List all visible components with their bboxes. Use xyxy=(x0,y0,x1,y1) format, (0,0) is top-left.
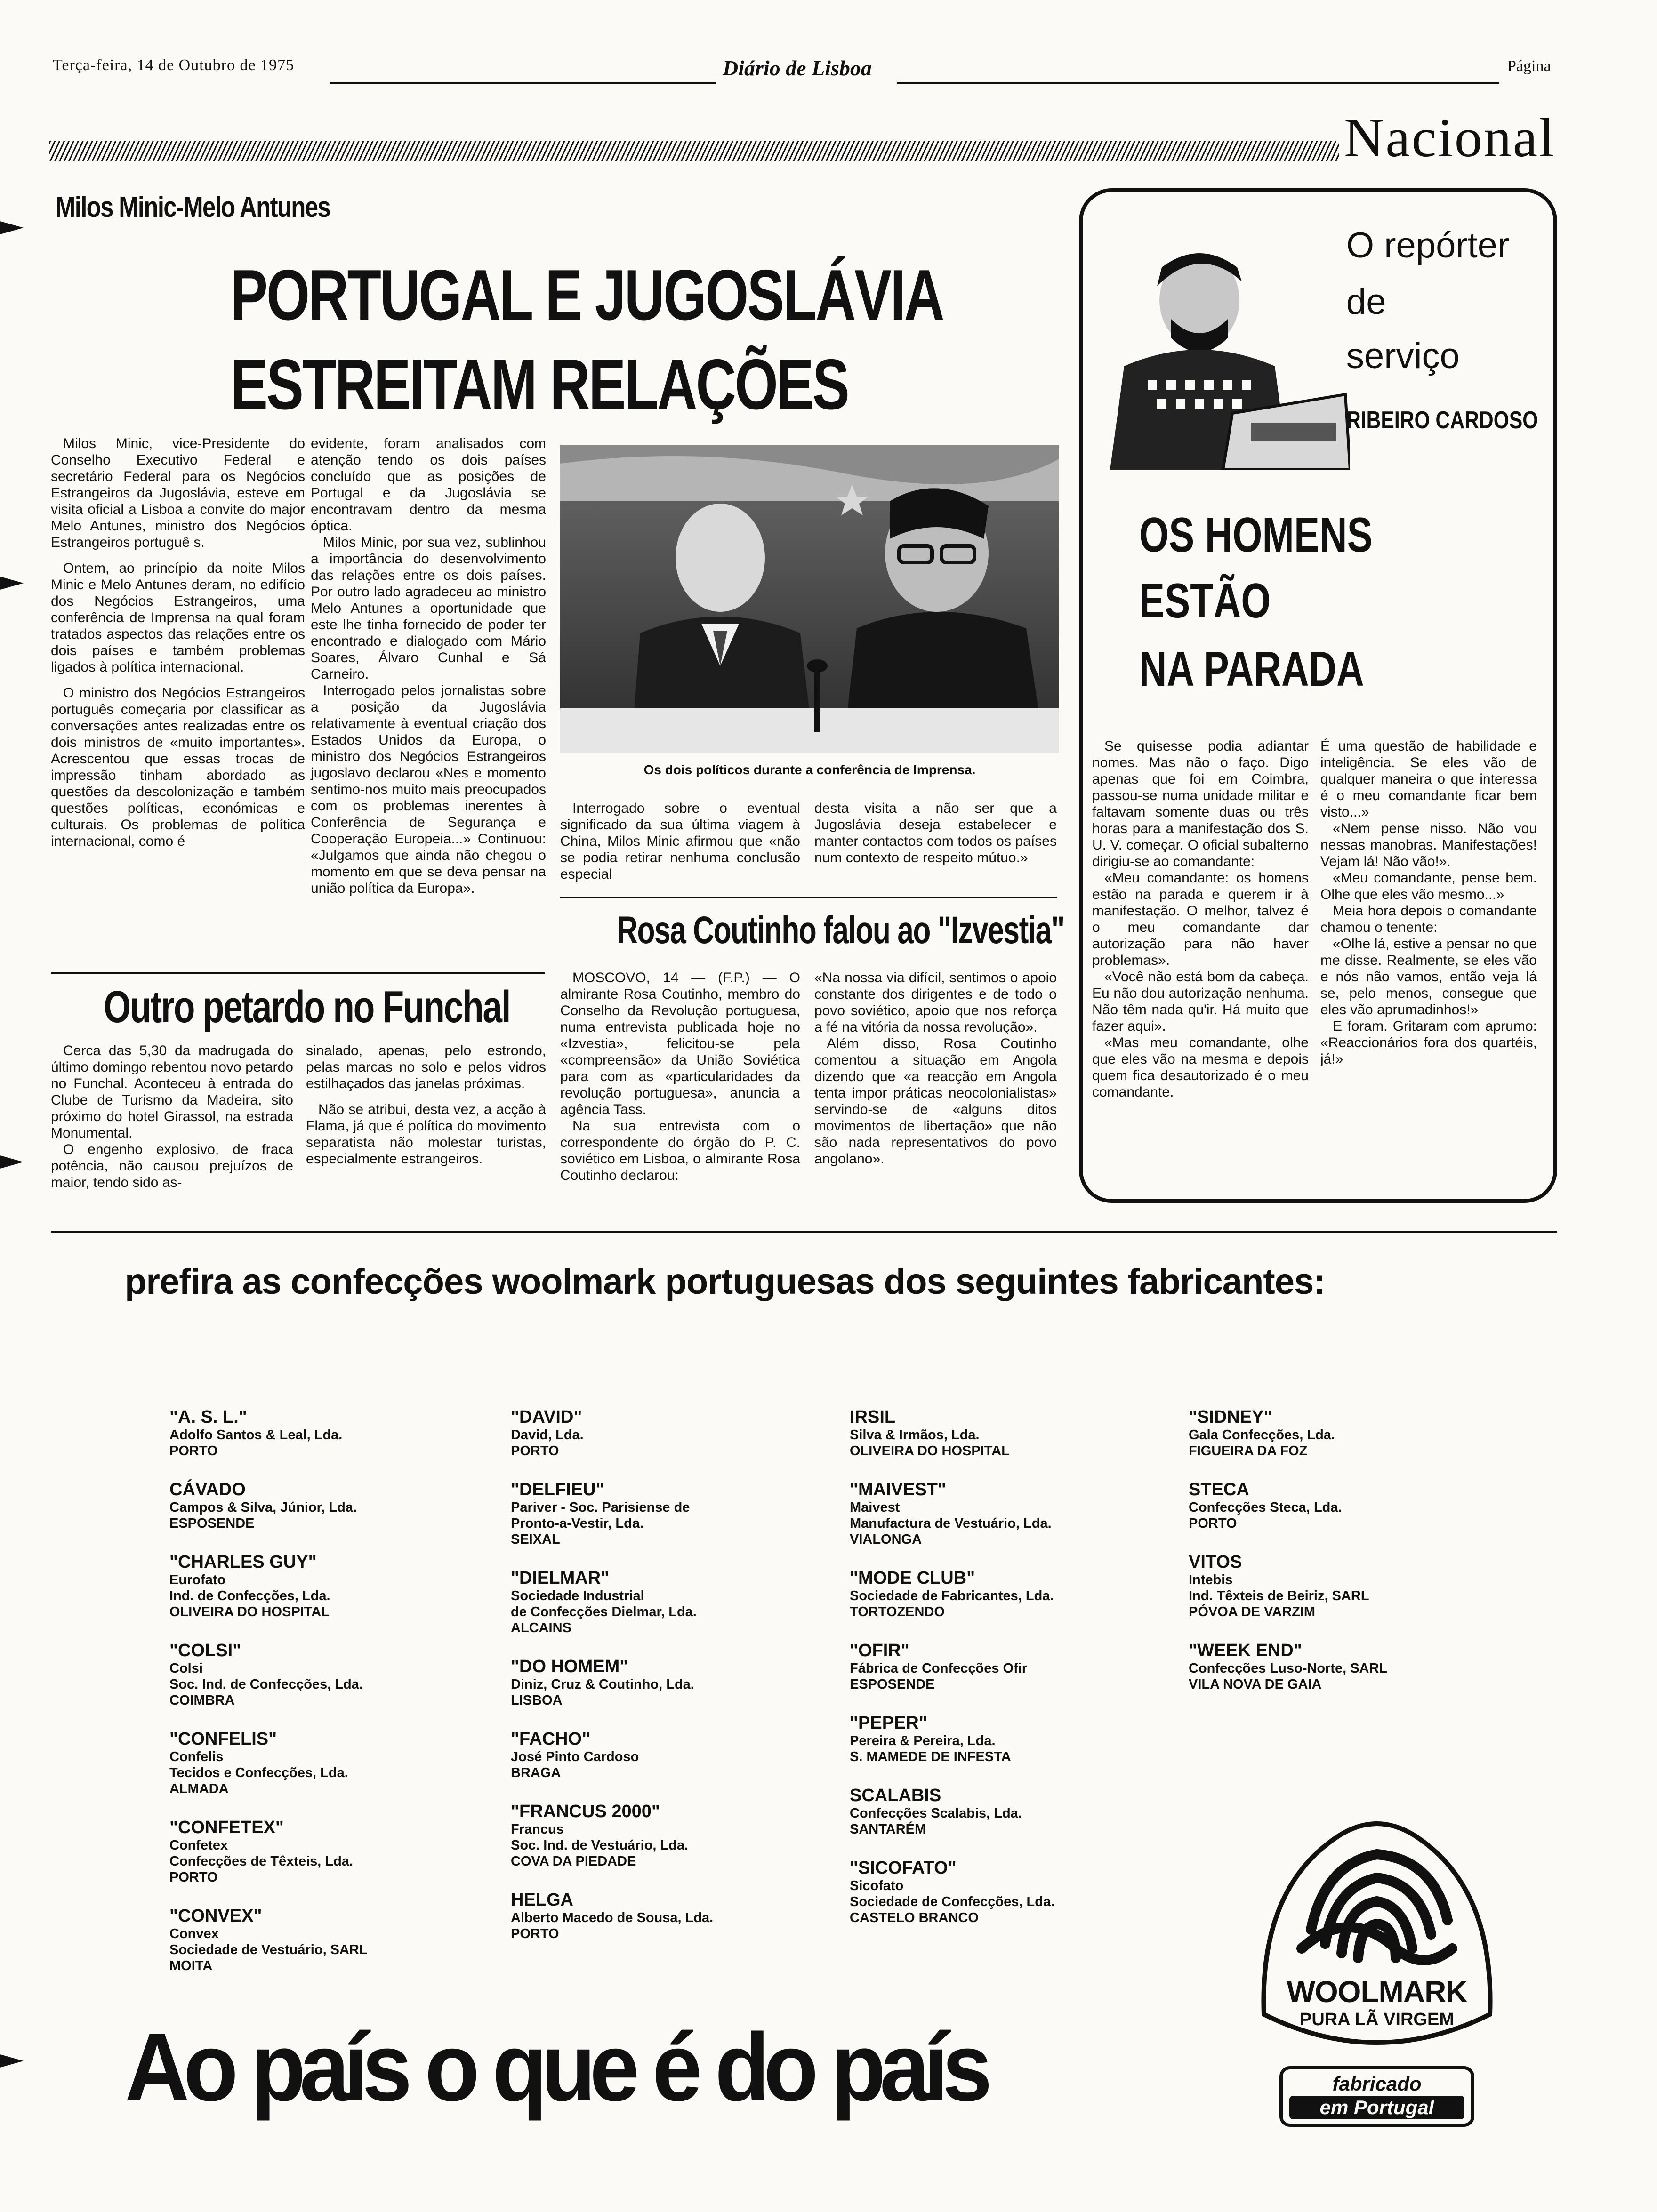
manufacturer-entry xyxy=(169,1729,527,1797)
lead-article-column-4 xyxy=(814,800,1057,866)
manufacturer-name: IRSIL xyxy=(850,1407,896,1427)
photo-illustration xyxy=(560,445,1059,753)
manufacturer-line: SANTARÉM xyxy=(850,1822,926,1837)
newspaper-name: Diário de Lisboa xyxy=(723,56,872,80)
manufacturer-name: HELGA xyxy=(511,1890,573,1910)
manufacturer-name: STECA xyxy=(1189,1480,1249,1499)
manufacturer-line: Fábrica de Confecções Ofir xyxy=(850,1661,1028,1676)
manufacturer-entry xyxy=(850,1407,1207,1459)
manufacturer-entry xyxy=(511,1729,869,1781)
manufacturer-line: Campos & Silva, Júnior, Lda. xyxy=(169,1500,357,1515)
manufacturer-entry xyxy=(850,1480,1207,1547)
manufacturer-line: FIGUEIRA DA FOZ xyxy=(1189,1443,1308,1459)
photo-caption: Os dois políticos durante a conferência de Imprensa. xyxy=(643,762,976,777)
manufacturer-line: Confecções Luso-Norte, SARL xyxy=(1189,1661,1388,1676)
coutinho-column-1 xyxy=(560,970,800,1184)
paragraph: Além disso, Rosa Coutinho comentou a situação em Angola dizendo que «a reacção em Angola tenta impor práticas neocolonialistas» servindo-se de «alguns ditos movimentos de libertação» que não são nada representativos do povo angolano». xyxy=(814,1036,1057,1167)
manufacturer-entry xyxy=(169,1407,527,1459)
manufacturer-line: Confelis xyxy=(169,1749,224,1764)
manufacturer-entry xyxy=(511,1802,869,1869)
manufacturer-column-3 xyxy=(850,1407,1207,1947)
manufacturer-line: Silva & Irmãos, Lda. xyxy=(850,1427,980,1443)
manufacturer-line: Manufactura de Vestuário, Lda. xyxy=(850,1516,1052,1531)
manufacturer-line: Sociedade de Confecções, Lda. xyxy=(850,1894,1055,1909)
manufacturer-line: ALMADA xyxy=(169,1781,229,1796)
manufacturer-line: Maivest xyxy=(850,1500,900,1515)
manufacturer-line: Sociedade de Fabricantes, Lda. xyxy=(850,1588,1054,1603)
lead-article-column-3 xyxy=(560,800,800,882)
manufacturer-line: COIMBRA xyxy=(169,1693,235,1708)
manufacturer-line: Intebis xyxy=(1189,1572,1233,1587)
manufacturer-name: "SIDNEY" xyxy=(1189,1407,1272,1427)
column-text-2 xyxy=(1320,738,1537,1067)
manufacturer-name: "DO HOMEM" xyxy=(511,1657,628,1676)
manufacturer-name: "FRANCUS 2000" xyxy=(511,1802,660,1821)
paragraph: evidente, foram analisados com atenção tendo os dois países concluído que as posições de Portugal e da Jugoslávia se encontravam dentro da mesma óptica. xyxy=(311,436,546,534)
manufacturer-line: Convex xyxy=(169,1926,219,1941)
manufacturer-line: OLIVEIRA DO HOSPITAL xyxy=(850,1443,1010,1459)
manufacturer-line: Confetex xyxy=(169,1838,228,1853)
paragraph: Interrogado sobre o eventual significado da sua última viagem à China, Milos Minic afirmou que «não se podia retirar nenhuma conclusão especial xyxy=(560,801,800,882)
column-title-line3: serviço xyxy=(1346,336,1460,376)
article-headline-line2: ESTREITAM RELAÇÕES xyxy=(231,345,848,425)
manufacturer-entry xyxy=(850,1641,1207,1692)
section-title: Nacional xyxy=(1344,107,1556,168)
coutinho-headline: Rosa Coutinho falou ao "Izvestia" xyxy=(617,909,1064,952)
manufacturer-line: Alberto Macedo de Sousa, Lda. xyxy=(511,1910,714,1925)
manufacturer-column-1 xyxy=(169,1407,527,1995)
column-text-1 xyxy=(1092,738,1309,1100)
column-title-line2: de xyxy=(1346,282,1386,322)
paragraph: «Nem pense nisso. Não vou nessas manobras. Manifestações! Vejam lá! Não vão!». xyxy=(1320,821,1537,869)
column-headline-line2: ESTÃO xyxy=(1139,574,1271,628)
manufacturer-entry xyxy=(1189,1552,1546,1620)
paragraph: O ministro dos Negócios Estrangeiros português começaria por classificar as conversações antes realizadas entre os dois ministros de «muito importantes». Acrescentou que essas trocas de impressão tinham abordado as questões da descolonização e também questões políticas, económicas e culturais. Os problemas de política internacional, como é xyxy=(51,685,305,849)
manufacturer-entry xyxy=(169,1480,527,1531)
manufacturer-name: CÁVADO xyxy=(169,1480,246,1499)
manufacturer-name: "CONFETEX" xyxy=(169,1818,284,1837)
manufacturer-name: "DAVID" xyxy=(511,1407,582,1427)
ad-header: prefira as confecções woolmark portuguesas dos seguintes fabricantes: xyxy=(125,1262,1325,1302)
manufacturer-entry xyxy=(169,1906,527,1974)
funchal-top-rule xyxy=(51,972,545,974)
badge-line1: fabricado xyxy=(1332,2073,1422,2095)
paragraph: Na sua entrevista com o correspondente do órgão do P. C. soviético em Lisboa, o almirante Rosa Coutinho declarou: xyxy=(560,1118,800,1183)
manufacturer-name: VITOS xyxy=(1189,1552,1242,1572)
paragraph: Ontem, ao princípio da noite Milos Minic e Melo Antunes deram, no edifício dos Negócios Estrangeiros, uma conferência de Imprensa na qual foram tratados aspectos das relações entre os dois países e também problemas ligados à política internacional. xyxy=(51,561,305,675)
paragraph: Não se atribui, desta vez, a acção à Flama, já que é política do movimento separatista não molestar turistas, especialmente estrangeiros. xyxy=(306,1102,546,1167)
manufacturer-name: "CONVEX" xyxy=(169,1906,262,1926)
article-headline-line1: PORTUGAL E JUGOSLÁVIA xyxy=(231,255,943,335)
coutinho-top-rule xyxy=(560,897,1057,898)
manufacturer-name: "SICOFATO" xyxy=(850,1858,957,1878)
manufacturer-line: OLIVEIRA DO HOSPITAL xyxy=(169,1604,330,1619)
paragraph: «Mas meu comandante, olhe que eles vão na mesma e depois quem fica desautorizado é o meu comandante. xyxy=(1092,1035,1309,1100)
manufacturer-line: de Confecções Dielmar, Lda. xyxy=(511,1604,697,1619)
paragraph: E foram. Gritaram com aprumo: «Reaccionários fora dos quartéis, já!» xyxy=(1320,1018,1537,1067)
paragraph: Se quisesse podia adiantar nomes. Mas não o faço. Digo apenas que foi em Coimbra, passou-se numa unidade militar e faltavam somente duas ou três horas para a manifestação dos S. U. V. começar. O oficial subalterno dirigiu-se ao comandante: xyxy=(1092,738,1309,869)
manufacturer-line: Soc. Ind. de Confecções, Lda. xyxy=(169,1677,363,1692)
manufacturer-line: CASTELO BRANCO xyxy=(850,1910,979,1925)
manufacturer-line: Gala Confecções, Lda. xyxy=(1189,1427,1335,1443)
manufacturer-name: "PEPER" xyxy=(850,1713,927,1733)
reporter-column-box xyxy=(1079,188,1557,1203)
binding-mark xyxy=(0,1155,24,1169)
paragraph: Milos Minic, por sua vez, sublinhou a importância do desenvolvimento das relações entre os dois países. Por outro lado agradeceu ao ministro Melo Antunes a oportunidade que este lhe tinha fornecido de poder ter encontrado e dialogado com Mário Soares, Álvaro Cunhal e Sá Carneiro. xyxy=(311,535,546,682)
manufacturer-column-2 xyxy=(511,1407,869,1963)
manufacturer-name: "COLSI" xyxy=(169,1641,241,1660)
manufacturer-line: PORTO xyxy=(169,1870,218,1885)
manufacturer-column-4 xyxy=(1189,1407,1546,1713)
manufacturer-entry xyxy=(1189,1407,1546,1459)
manufacturer-name: "DELFIEU" xyxy=(511,1480,604,1499)
manufacturer-entry xyxy=(169,1641,527,1708)
manufacturer-line: Adolfo Santos & Leal, Lda. xyxy=(169,1427,343,1443)
manufacturer-line: S. MAMEDE DE INFESTA xyxy=(850,1749,1011,1764)
manufacturer-line: Soc. Ind. de Vestuário, Lda. xyxy=(511,1838,689,1853)
woolmark-logo-subtitle: PURA LÃ VIRGEM xyxy=(1300,2010,1454,2029)
funchal-headline: Outro petardo no Funchal xyxy=(104,982,510,1032)
manufacturer-line: Confecções de Têxteis, Lda. xyxy=(169,1854,354,1869)
manufacturer-line: ESPOSENDE xyxy=(850,1677,935,1692)
column-headline-line1: OS HOMENS xyxy=(1139,508,1373,562)
manufacturer-line: PORTO xyxy=(1189,1516,1237,1531)
funchal-column-1 xyxy=(51,1042,293,1191)
manufacturer-line: Tecidos e Confecções, Lda. xyxy=(169,1765,348,1780)
manufacturer-entry xyxy=(511,1480,869,1547)
column-title-line1: O repórter xyxy=(1346,225,1510,265)
manufacturer-line: BRAGA xyxy=(511,1765,561,1780)
binding-mark xyxy=(0,577,24,590)
masthead-rule-right xyxy=(897,82,1499,84)
manufacturer-line: Ind. Têxteis de Beiriz, SARL xyxy=(1189,1588,1369,1603)
paragraph: desta visita a não ser que a Jugoslávia deseja estabelecer e manter contactos com todos os países num contexto de respeito mútuo.» xyxy=(814,801,1057,866)
manufacturer-name: "CHARLES GUY" xyxy=(169,1552,317,1572)
column-author: RIBEIRO CARDOSO xyxy=(1346,407,1538,434)
paragraph: Meia hora depois o comandante chamou o tenente: xyxy=(1320,903,1537,935)
reporter-photo xyxy=(1091,225,1350,470)
manufacturer-line: PORTO xyxy=(169,1443,218,1459)
manufacturer-line: COVA DA PIEDADE xyxy=(511,1854,636,1869)
manufacturer-line: Sociedade Industrial xyxy=(511,1588,644,1603)
manufacturer-line: Diniz, Cruz & Coutinho, Lda. xyxy=(511,1677,694,1692)
paragraph: «Você não está bom da cabeça. Eu não dou autorização nenhuma. Não têm nada qu'ir. Há muito que fazer aqui». xyxy=(1092,969,1309,1034)
woolmark-logo-name: WOOLMARK xyxy=(1287,1975,1467,2009)
column-headline-line3: NA PARADA xyxy=(1139,642,1364,697)
manufacturer-line: Pronto-a-Vestir, Lda. xyxy=(511,1516,643,1531)
manufacturer-line: LISBOA xyxy=(511,1693,563,1708)
manufacturer-entry xyxy=(850,1786,1207,1837)
manufacturer-name: SCALABIS xyxy=(850,1786,941,1805)
manufacturer-entry xyxy=(169,1552,527,1620)
badge-line2: em Portugal xyxy=(1289,2096,1464,2119)
manufacturer-entry xyxy=(511,1657,869,1708)
manufacturer-entry xyxy=(169,1818,527,1885)
manufacturer-line: Sicofato xyxy=(850,1878,904,1893)
manufacturer-line: Eurofato xyxy=(169,1572,226,1587)
manufacturer-name: "DIELMAR" xyxy=(511,1568,610,1588)
manufacturer-name: "WEEK END" xyxy=(1189,1641,1302,1660)
reporter-illustration xyxy=(1091,225,1350,470)
binding-mark xyxy=(0,221,24,234)
manufacturer-name: "CONFELIS" xyxy=(169,1729,277,1749)
manufacturer-entry xyxy=(511,1407,869,1459)
manufacturer-entry xyxy=(850,1713,1207,1765)
manufacturer-entry xyxy=(1189,1480,1546,1531)
manufacturer-line: Pereira & Pereira, Lda. xyxy=(850,1733,996,1748)
paragraph: «Na nossa via difícil, sentimos o apoio constante dos dirigentes e de todo o povo soviético, apoio que nos reforça a fé na vitória da nossa revolução». xyxy=(814,970,1057,1035)
funchal-column-2 xyxy=(306,1042,546,1167)
lead-article-column-2 xyxy=(311,435,546,897)
manufacturer-name: "FACHO" xyxy=(511,1729,591,1749)
paragraph: MOSCOVO, 14 — (F.P.) — O almirante Rosa Coutinho, membro do Conselho da Revolução portuguesa, numa entrevista publicada hoje no «Izvestia», felicitou-se pela «compreensão» da União Soviética para com as «particularidades da revolução portuguesa», anuncia a agência Tass. xyxy=(560,970,800,1117)
manufacturer-line: VIALONGA xyxy=(850,1532,922,1547)
binding-mark xyxy=(0,2054,24,2068)
paragraph: «Meu comandante, pense bem. Olhe que eles vão mesmo...» xyxy=(1320,870,1537,902)
coutinho-column-2 xyxy=(814,970,1057,1167)
manufacturer-line: TORTOZENDO xyxy=(850,1604,945,1619)
woolmark-logo xyxy=(1255,1807,1499,2052)
paragraph: Cerca das 5,30 da madrugada do último domingo rebentou novo petardo no Funchal. Aconteceu à entrada do Clube de Turismo da Madeira, sito próximo do hotel Girassol, na estrada Monumental. xyxy=(51,1043,293,1141)
paragraph: Interrogado pelos jornalistas sobre a posição da Jugoslávia relativamente à eventual criação dos Estados Unidos da Europa, o ministro dos Negócios Estrangeiros jugoslavo declarou «Nes e momento sentimo-nos muito mais preocupados com os problemas inerentes à Conferência de Segurança e Cooperação Europeia...» Continuou: «Julgamos que ainda não chegou o momento em que se deva pensar na união política da Europa». xyxy=(311,683,546,896)
manufacturer-line: José Pinto Cardoso xyxy=(511,1749,639,1764)
manufacturer-line: SEIXAL xyxy=(511,1532,560,1547)
manufacturer-line: ALCAINS xyxy=(511,1620,571,1635)
paragraph: Milos Minic, vice-Presidente do Conselho Executivo Federal e secretário Federal para os Negócios Estrangeiros da Jugoslávia, esteve em visita oficial a Lisboa a convite do major Melo Antunes, ministro dos Negócios Estrangeiros portuguê s. xyxy=(51,436,305,550)
manufacturer-line: VILA NOVA DE GAIA xyxy=(1189,1677,1322,1692)
manufacturer-line: Ind. de Confecções, Lda. xyxy=(169,1588,330,1603)
manufacturer-line: PORTO xyxy=(511,1443,559,1459)
press-conference-photo xyxy=(560,445,1059,753)
manufacturer-entry xyxy=(850,1568,1207,1620)
page-label: Página xyxy=(1507,57,1551,75)
ad-top-rule xyxy=(51,1231,1557,1233)
manufacturer-line: PÓVOA DE VARZIM xyxy=(1189,1604,1316,1619)
manufacturer-line: MOITA xyxy=(169,1958,213,1973)
article-kicker: Milos Minic-Melo Antunes xyxy=(56,191,330,224)
manufacturer-line: Confecções Scalabis, Lda. xyxy=(850,1806,1022,1821)
manufacturer-line: Colsi xyxy=(169,1661,203,1676)
paragraph: «Meu comandante: os homens estão na parada e querem ir à manifestação. O melhor, talvez é o meu comandante dar autorização para não haver problemas». xyxy=(1092,870,1309,968)
manufacturer-line: Confecções Steca, Lda. xyxy=(1189,1500,1342,1515)
paragraph: O engenho explosivo, de fraca potência, não causou prejuízos de maior, tendo sido as- xyxy=(51,1142,293,1190)
manufacturer-line: Pariver - Soc. Parisiense de xyxy=(511,1500,690,1515)
manufacturer-line: Francus xyxy=(511,1822,564,1837)
ad-slogan: Ao país o que é do país xyxy=(125,2013,986,2121)
manufacturer-line: ESPOSENDE xyxy=(169,1516,255,1531)
manufacturer-entry xyxy=(1189,1641,1546,1692)
section-hatch-rule xyxy=(49,141,1339,161)
manufacturer-line: Sociedade de Vestuário, SARL xyxy=(169,1942,368,1957)
manufacturer-line: PORTO xyxy=(511,1926,559,1941)
masthead-rule-left xyxy=(330,82,716,84)
manufacturer-line: David, Lda. xyxy=(511,1427,584,1443)
lead-article-column-1 xyxy=(51,435,305,850)
issue-date: Terça-feira, 14 de Outubro de 1975 xyxy=(53,56,295,74)
made-in-portugal-badge xyxy=(1279,2066,1474,2127)
manufacturer-name: "OFIR" xyxy=(850,1641,909,1660)
manufacturer-entry xyxy=(511,1890,869,1942)
manufacturer-name: "MODE CLUB" xyxy=(850,1568,975,1588)
manufacturer-name: "A. S. L." xyxy=(169,1407,247,1427)
paragraph: É uma questão de habilidade e inteligência. Se eles vão de qualquer maneira o que interessa é o meu comandante ficar bem visto...» xyxy=(1320,738,1537,820)
paragraph: sinalado, apenas, pelo estrondo, pelas marcas no solo e pelos vidros estilhaçados das janelas próximas. xyxy=(306,1043,546,1091)
manufacturer-name: "MAIVEST" xyxy=(850,1480,946,1499)
manufacturer-entry xyxy=(511,1568,869,1636)
manufacturer-entry xyxy=(850,1858,1207,1926)
paragraph: «Olhe lá, estive a pensar no que me disse. Realmente, se eles vão e nós não vamos, então veja lá se, pelo menos, consegue que eles vão aprumadinhos!» xyxy=(1320,936,1537,1018)
